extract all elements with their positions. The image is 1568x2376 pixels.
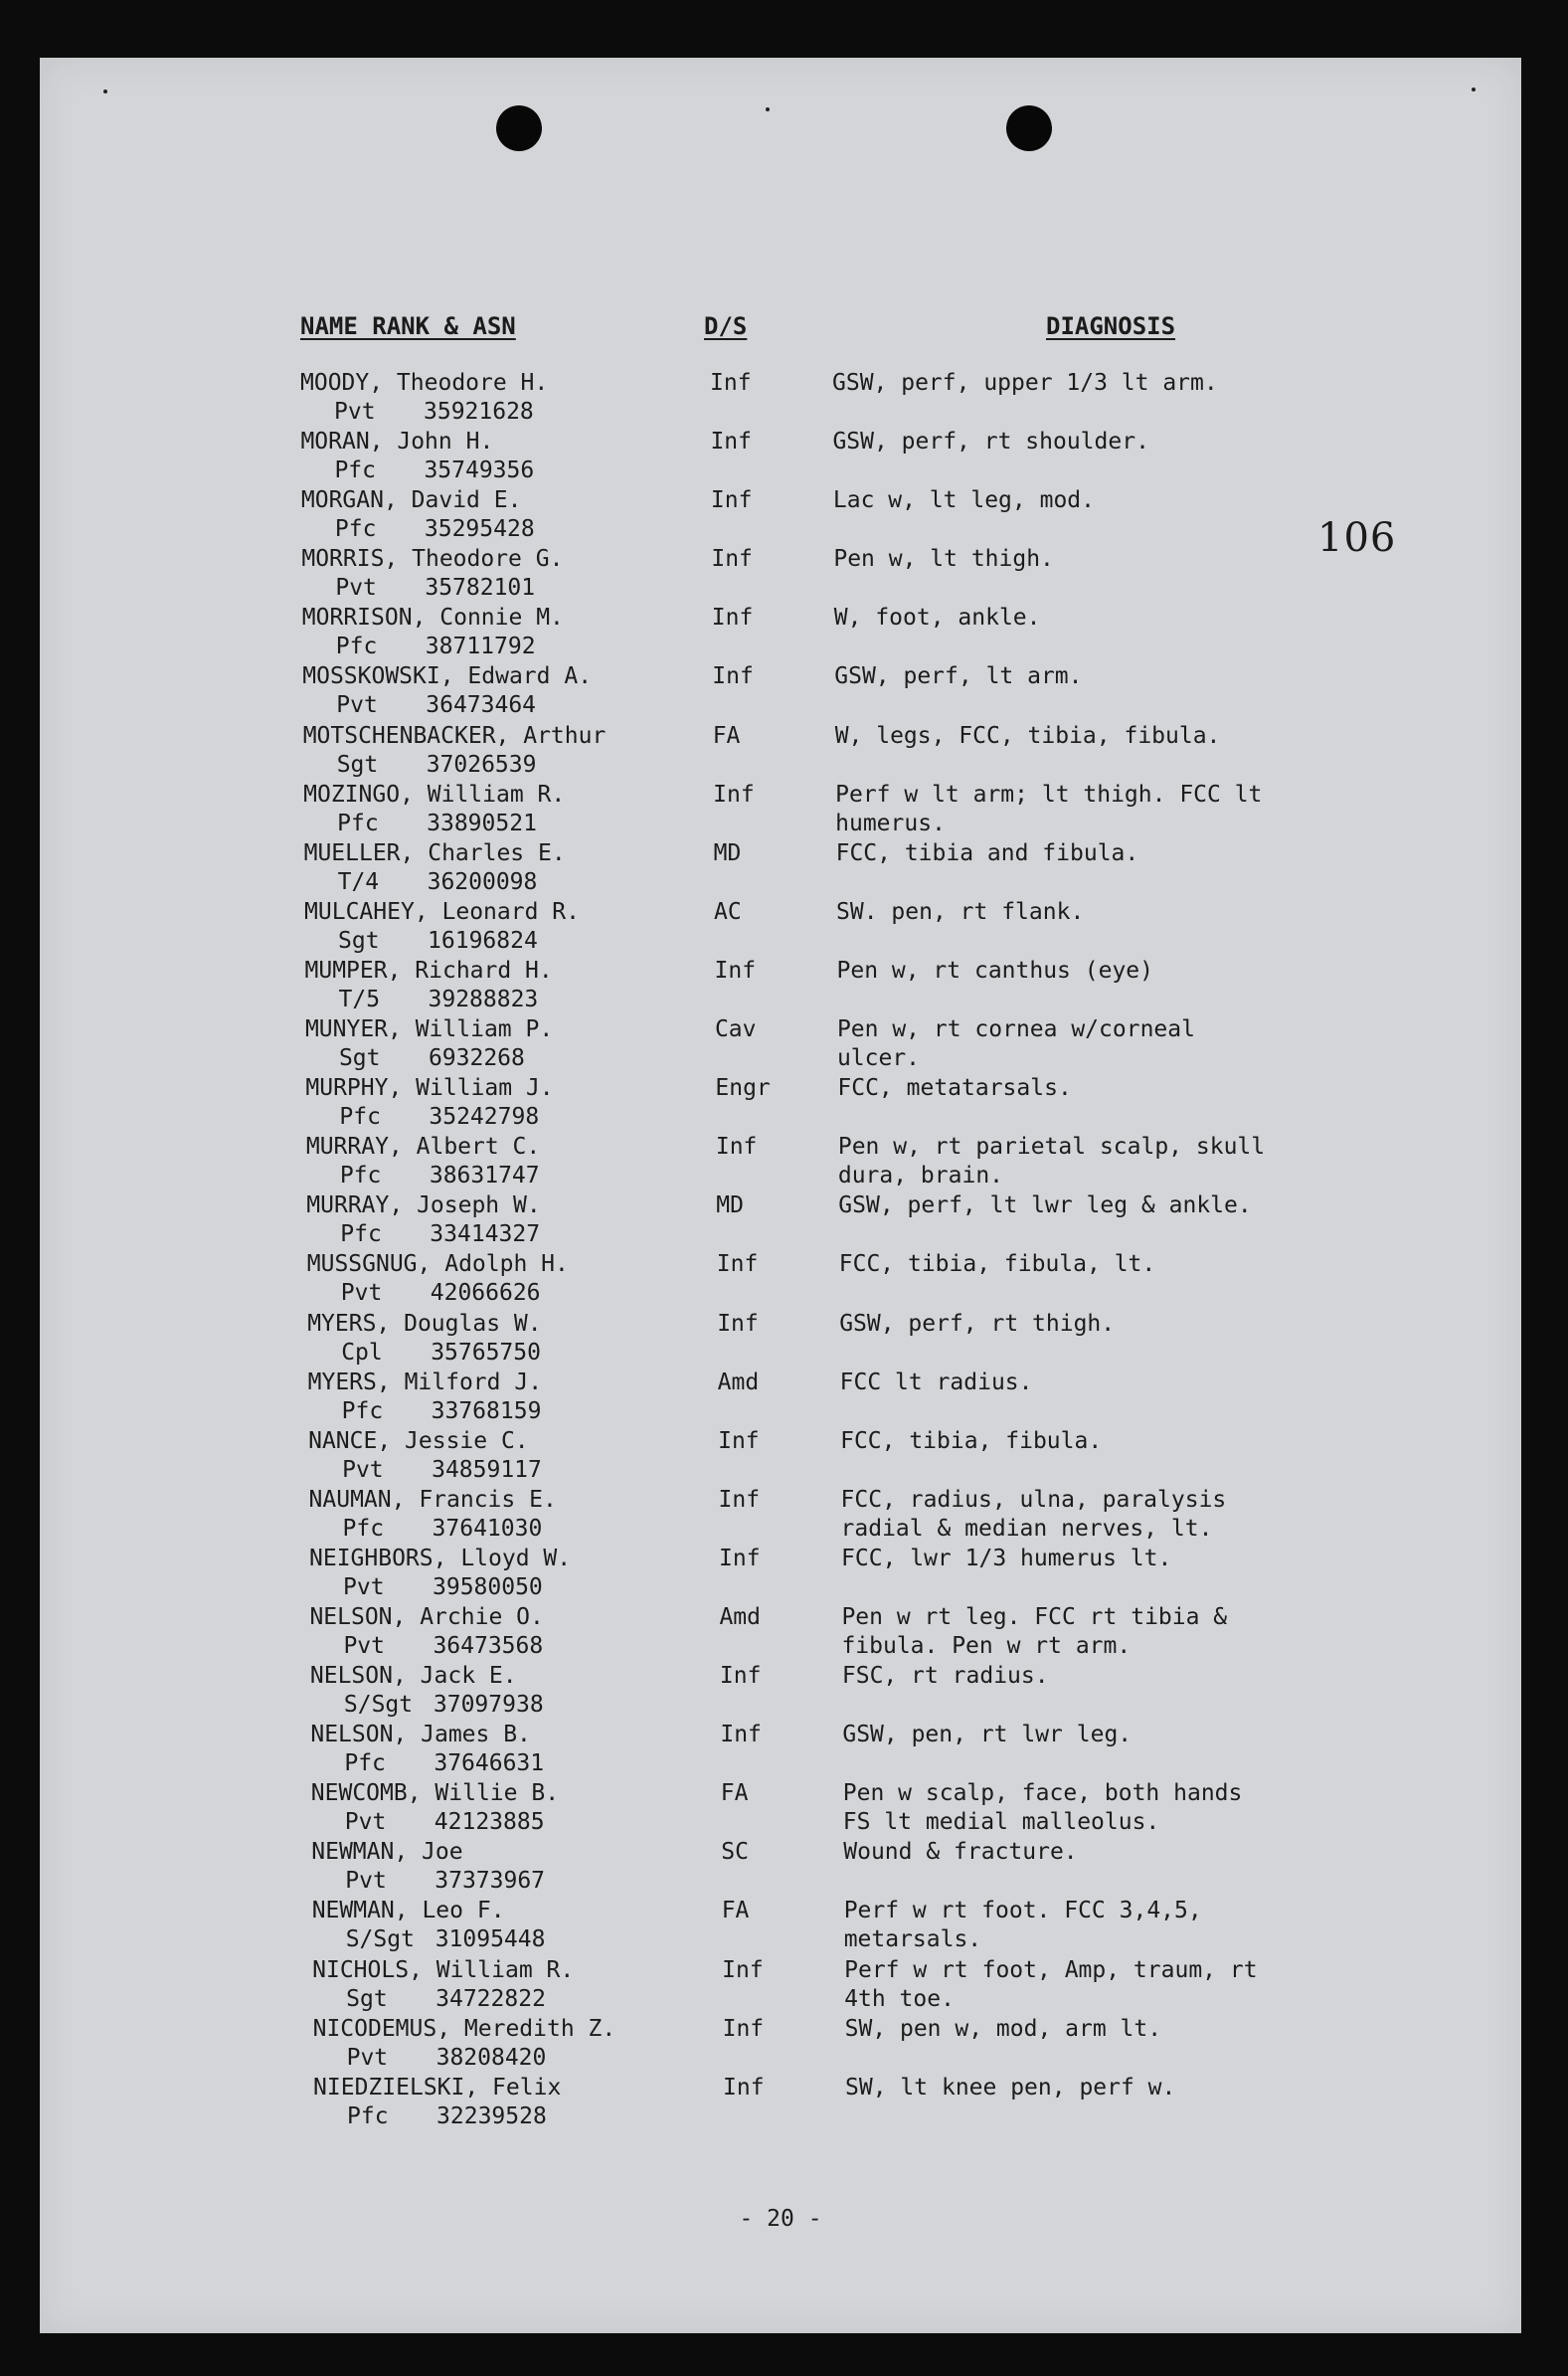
patient-ds: Inf bbox=[714, 957, 757, 984]
patient-ds: Inf bbox=[718, 1486, 761, 1513]
table-row bbox=[46, 1133, 1521, 1191]
patient-rank: Cpl bbox=[341, 1339, 383, 1366]
patient-rank: Pfc bbox=[342, 1515, 385, 1542]
patient-asn: 42066626 bbox=[430, 1280, 541, 1307]
patient-rank: Sgt bbox=[338, 927, 380, 954]
patient-name: MYERS, Douglas W. bbox=[307, 1310, 542, 1337]
table-row bbox=[40, 428, 1521, 486]
table-row bbox=[53, 2074, 1521, 2132]
table-row bbox=[52, 1897, 1521, 1955]
patient-rank: Pfc bbox=[334, 516, 377, 543]
patient-ds: Inf bbox=[718, 1427, 760, 1454]
patient-rank: Pfc bbox=[340, 1221, 382, 1248]
patient-ds: Inf bbox=[719, 1663, 762, 1690]
patient-name: NEWMAN, Joe bbox=[311, 1839, 463, 1866]
patient-diagnosis: FCC, tibia, fibula, lt. bbox=[838, 1251, 1156, 1278]
patient-rank: Pvt bbox=[340, 1280, 383, 1307]
patient-name: NEWCOMB, Willie B. bbox=[310, 1780, 560, 1807]
casualty-list bbox=[40, 369, 1521, 2132]
patient-ds: MD bbox=[716, 1192, 744, 1219]
patient-ds: Inf bbox=[711, 605, 754, 632]
patient-rank: Sgt bbox=[346, 1985, 388, 2012]
patient-diagnosis: Pen w scalp, face, both hands FS lt medial malleolus. bbox=[842, 1780, 1243, 1836]
patient-name: MORRIS, Theodore G. bbox=[301, 546, 564, 573]
patient-ds: Inf bbox=[719, 1545, 761, 1571]
patient-name: MYERS, Milford J. bbox=[307, 1369, 543, 1395]
patient-asn: 35921628 bbox=[424, 399, 534, 425]
patient-asn: 36200098 bbox=[427, 868, 538, 895]
patient-diagnosis: Perf w rt foot. FCC 3,4,5, metarsals. bbox=[843, 1898, 1202, 1953]
patient-asn: 35749356 bbox=[424, 457, 535, 484]
patient-asn: 39580050 bbox=[433, 1573, 543, 1600]
patient-rank: Pvt bbox=[334, 399, 376, 425]
patient-name: NEWMAN, Leo F. bbox=[311, 1898, 505, 1924]
patient-asn: 37097938 bbox=[433, 1692, 544, 1719]
patient-name: MOODY, Theodore H. bbox=[300, 370, 549, 396]
patient-diagnosis: FCC, lwr 1/3 humerus lt. bbox=[841, 1545, 1172, 1571]
patient-asn: 35765750 bbox=[431, 1339, 541, 1366]
patient-diagnosis: SW, lt knee pen, perf w. bbox=[845, 2074, 1176, 2101]
patient-name: MUMPER, Richard H. bbox=[304, 957, 553, 984]
patient-ds: Amd bbox=[719, 1603, 761, 1630]
patient-rank: Pfc bbox=[334, 457, 376, 484]
table-row bbox=[50, 1662, 1521, 1721]
patient-ds: Inf bbox=[712, 663, 754, 690]
patient-ds: FA bbox=[712, 722, 741, 749]
patient-diagnosis: Pen w, lt thigh. bbox=[833, 546, 1054, 573]
patient-diagnosis: FCC lt radius. bbox=[839, 1369, 1033, 1395]
patient-rank: Pfc bbox=[335, 634, 378, 660]
patient-asn: 6932268 bbox=[428, 1045, 525, 1072]
page-number: - 20 - bbox=[739, 2206, 822, 2232]
patient-rank: Pvt bbox=[345, 1868, 387, 1895]
patient-name: MURPHY, William J. bbox=[305, 1075, 554, 1102]
patient-diagnosis: SW. pen, rt flank. bbox=[836, 898, 1085, 925]
patient-diagnosis: W, legs, FCC, tibia, fibula. bbox=[834, 722, 1221, 749]
patient-rank: Pfc bbox=[341, 1397, 384, 1424]
table-row bbox=[43, 722, 1521, 781]
patient-diagnosis: Perf w lt arm; lt thigh. FCC lt humerus. bbox=[835, 781, 1263, 836]
patient-asn: 33768159 bbox=[431, 1397, 542, 1424]
patient-asn: 37373967 bbox=[435, 1868, 546, 1895]
column-header-name: NAME RANK & ASN bbox=[300, 312, 516, 340]
patient-asn: 36473568 bbox=[433, 1632, 544, 1659]
table-row bbox=[48, 1369, 1521, 1427]
patient-rank: Pfc bbox=[339, 1104, 381, 1131]
table-row bbox=[47, 1250, 1521, 1309]
patient-name: NELSON, Archie O. bbox=[309, 1603, 544, 1630]
patient-name: MULCAHEY, Leonard R. bbox=[304, 898, 580, 925]
patient-ds: Inf bbox=[722, 1956, 764, 1983]
speck bbox=[103, 90, 107, 93]
patient-name: MORAN, John H. bbox=[300, 429, 494, 456]
patient-rank: Pvt bbox=[342, 1456, 384, 1483]
patient-diagnosis: Wound & fracture. bbox=[843, 1839, 1078, 1866]
patient-diagnosis: GSW, perf, lt lwr leg & ankle. bbox=[838, 1192, 1252, 1219]
table-row bbox=[43, 781, 1521, 839]
patient-name: MUNYER, William P. bbox=[304, 1016, 554, 1043]
patient-name: NIEDZIELSKI, Felix bbox=[313, 2074, 562, 2101]
patient-name: MURRAY, Albert C. bbox=[305, 1134, 541, 1161]
patient-asn: 38711792 bbox=[425, 634, 536, 660]
patient-asn: 33414327 bbox=[430, 1221, 541, 1248]
patient-asn: 36473464 bbox=[426, 692, 537, 719]
patient-rank: Pvt bbox=[335, 575, 377, 602]
patient-diagnosis: Pen w rt leg. FCC rt tibia & fibula. Pen w rt arm. bbox=[841, 1603, 1228, 1659]
table-row bbox=[44, 839, 1521, 898]
patient-diagnosis: FSC, rt radius. bbox=[841, 1663, 1049, 1690]
patient-diagnosis: W, foot, ankle. bbox=[833, 605, 1041, 632]
patient-diagnosis: GSW, perf, lt arm. bbox=[834, 663, 1083, 690]
patient-rank: Pvt bbox=[346, 2044, 389, 2071]
table-row bbox=[41, 486, 1521, 545]
patient-asn: 37646631 bbox=[434, 1750, 545, 1777]
table-row bbox=[53, 2015, 1521, 2074]
patient-diagnosis: SW, pen w, mod, arm lt. bbox=[844, 2015, 1162, 2042]
patient-asn: 37026539 bbox=[426, 751, 537, 778]
patient-ds: Inf bbox=[710, 370, 752, 396]
patient-diagnosis: Lac w, lt leg, mod. bbox=[832, 487, 1095, 514]
patient-name: NEIGHBORS, Lloyd W. bbox=[309, 1545, 572, 1571]
patient-name: NANCE, Jessie C. bbox=[308, 1427, 529, 1454]
patient-rank: Sgt bbox=[338, 1045, 381, 1072]
patient-asn: 35295428 bbox=[424, 516, 535, 543]
patient-rank: S/Sgt bbox=[345, 1926, 415, 1953]
patient-asn: 42123885 bbox=[434, 1809, 545, 1836]
document-page bbox=[40, 58, 1521, 2333]
patient-name: MUSSGNUG, Adolph H. bbox=[306, 1251, 569, 1278]
patient-ds: Amd bbox=[717, 1369, 760, 1395]
patient-rank: S/Sgt bbox=[343, 1692, 414, 1719]
patient-ds: Inf bbox=[711, 546, 753, 573]
table-row bbox=[47, 1310, 1521, 1369]
table-row bbox=[40, 369, 1521, 428]
patient-diagnosis: GSW, perf, rt thigh. bbox=[839, 1310, 1116, 1337]
patient-asn: 39288823 bbox=[428, 986, 539, 1012]
patient-asn: 34859117 bbox=[432, 1456, 542, 1483]
patient-asn: 35782101 bbox=[425, 575, 536, 602]
table-row bbox=[51, 1779, 1521, 1838]
patient-name: MOZINGO, William R. bbox=[303, 781, 566, 808]
patient-rank: Pvt bbox=[343, 1632, 385, 1659]
patient-diagnosis: Pen w, rt parietal scalp, skull dura, brain. bbox=[837, 1134, 1266, 1189]
patient-ds: AC bbox=[714, 898, 742, 925]
punch-hole-right bbox=[1006, 105, 1052, 151]
patient-ds: MD bbox=[713, 839, 742, 866]
table-row bbox=[49, 1545, 1521, 1603]
table-row bbox=[49, 1486, 1521, 1545]
table-row bbox=[45, 957, 1522, 1015]
patient-asn: 37641030 bbox=[432, 1515, 543, 1542]
patient-ds: Inf bbox=[710, 429, 752, 456]
patient-ds: FA bbox=[720, 1780, 749, 1807]
patient-ds: Inf bbox=[715, 1134, 758, 1161]
patient-name: MOTSCHENBACKER, Arthur bbox=[302, 722, 607, 749]
patient-rank: Pfc bbox=[339, 1163, 382, 1189]
patient-ds: Inf bbox=[722, 2015, 765, 2042]
patient-asn: 32239528 bbox=[436, 2102, 547, 2129]
patient-diagnosis: Pen w, rt cornea w/corneal ulcer. bbox=[836, 1016, 1195, 1072]
patient-ds: SC bbox=[721, 1839, 749, 1866]
patient-rank: Pvt bbox=[344, 1809, 387, 1836]
table-row bbox=[52, 1956, 1521, 2015]
patient-ds: Inf bbox=[723, 2074, 765, 2101]
patient-ds: Inf bbox=[720, 1722, 762, 1748]
table-row bbox=[45, 1074, 1521, 1133]
patient-name: MORRISON, Connie M. bbox=[301, 605, 564, 632]
patient-diagnosis: FCC, tibia and fibula. bbox=[835, 839, 1139, 866]
patient-name: MORGAN, David E. bbox=[300, 487, 522, 514]
table-row bbox=[42, 604, 1521, 662]
patient-name: NELSON, James B. bbox=[310, 1722, 531, 1748]
table-row bbox=[41, 545, 1521, 604]
speck bbox=[766, 107, 770, 111]
patient-asn: 35242798 bbox=[429, 1104, 540, 1131]
patient-ds: Inf bbox=[713, 781, 755, 808]
patient-ds: Inf bbox=[716, 1251, 759, 1278]
patient-name: NAUMAN, Francis E. bbox=[308, 1486, 557, 1513]
patient-name: NELSON, Jack E. bbox=[309, 1663, 517, 1690]
column-header-ds: D/S bbox=[704, 312, 748, 340]
table-row bbox=[48, 1427, 1521, 1486]
table-row bbox=[50, 1721, 1521, 1779]
punch-hole-left bbox=[496, 105, 542, 151]
patient-ds: Engr bbox=[715, 1075, 771, 1102]
patient-rank: T/5 bbox=[338, 986, 381, 1012]
patient-ds: Cav bbox=[714, 1016, 757, 1043]
patient-name: MUELLER, Charles E. bbox=[303, 839, 566, 866]
column-header-diagnosis: DIAGNOSIS bbox=[1046, 312, 1176, 340]
patient-rank: Pvt bbox=[336, 692, 378, 719]
patient-diagnosis: GSW, perf, rt shoulder. bbox=[832, 429, 1149, 456]
patient-diagnosis: FCC, radius, ulna, paralysis radial & median nerves, lt. bbox=[840, 1486, 1227, 1542]
patient-rank: T/4 bbox=[337, 868, 380, 895]
patient-rank: Pvt bbox=[343, 1573, 385, 1600]
patient-asn: 16196824 bbox=[428, 927, 538, 954]
stamp-number: 106 bbox=[1317, 515, 1397, 561]
table-row bbox=[42, 662, 1521, 721]
patient-name: NICHOLS, William R. bbox=[312, 1956, 575, 1983]
patient-ds: Inf bbox=[717, 1310, 759, 1337]
speck bbox=[1472, 88, 1476, 91]
patient-diagnosis: GSW, perf, upper 1/3 lt arm. bbox=[832, 370, 1218, 396]
patient-name: MURRAY, Joseph W. bbox=[306, 1192, 541, 1219]
table-row bbox=[46, 1191, 1521, 1250]
table-row bbox=[49, 1603, 1521, 1662]
table-row bbox=[51, 1838, 1521, 1897]
patient-ds: Inf bbox=[710, 487, 753, 514]
patient-asn: 38631747 bbox=[429, 1163, 540, 1189]
patient-rank: Pfc bbox=[337, 810, 379, 836]
patient-ds: FA bbox=[721, 1898, 750, 1924]
patient-diagnosis: GSW, pen, rt lwr leg. bbox=[842, 1722, 1132, 1748]
patient-asn: 31095448 bbox=[435, 1926, 546, 1953]
patient-rank: Pfc bbox=[347, 2102, 389, 2129]
patient-rank: Sgt bbox=[336, 751, 379, 778]
table-row bbox=[45, 1015, 1521, 1074]
patient-diagnosis: FCC, tibia, fibula. bbox=[840, 1427, 1103, 1454]
patient-name: NICODEMUS, Meredith Z. bbox=[312, 2015, 616, 2042]
table-row bbox=[44, 898, 1521, 957]
patient-name: MOSSKOWSKI, Edward A. bbox=[302, 663, 593, 690]
patient-asn: 38208420 bbox=[436, 2044, 547, 2071]
patient-asn: 34722822 bbox=[436, 1985, 546, 2012]
patient-diagnosis: Perf w rt foot, Amp, traum, rt 4th toe. bbox=[844, 1956, 1258, 2012]
patient-asn: 33890521 bbox=[427, 810, 537, 836]
patient-rank: Pfc bbox=[344, 1750, 386, 1777]
patient-diagnosis: Pen w, rt canthus (eye) bbox=[836, 957, 1153, 984]
patient-diagnosis: FCC, metatarsals. bbox=[837, 1075, 1072, 1102]
